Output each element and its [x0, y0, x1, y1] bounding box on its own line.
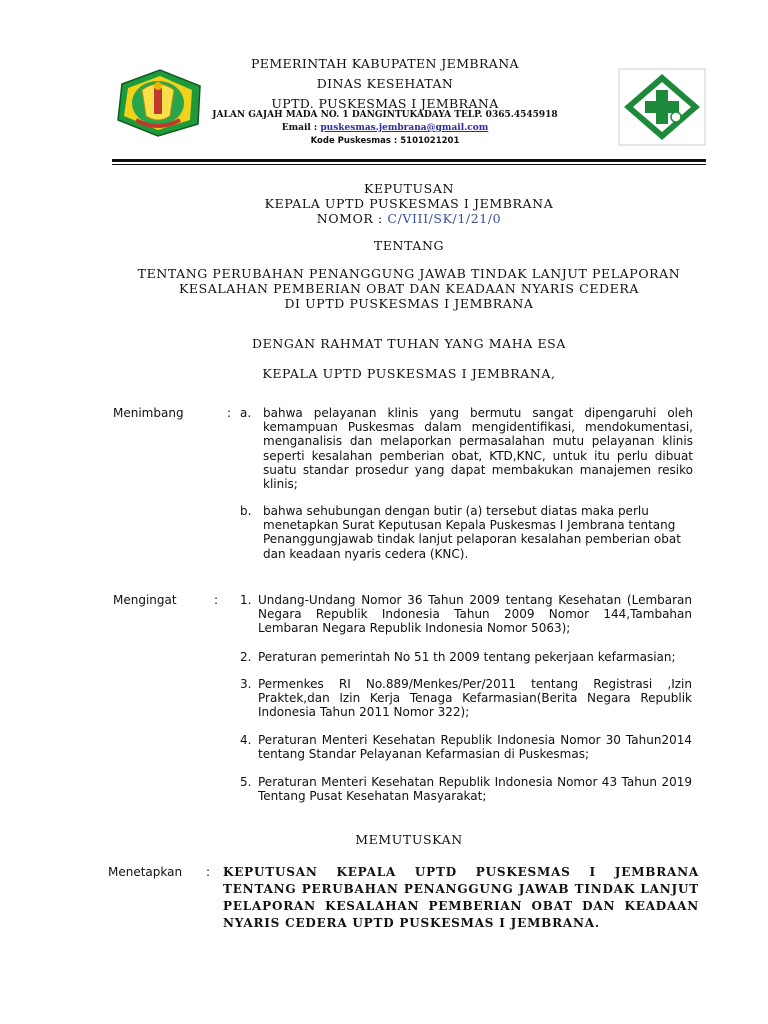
menimbang-item-b: bahwa sehubungan dengan butir (a) tersebut diatas maka perlu menetapkan Surat Keputusan Kepala Puskesmas I Jembrana tentang Penanggungjawab tindak lanjut pelaporan kesalahan pemberian obat dan keadaan nyaris cedera (KNC). [263, 504, 681, 561]
menimbang-marker-b: b. [240, 504, 252, 518]
mengingat-marker-1: 1. [240, 593, 252, 607]
email-link[interactable]: puskesmas.jembrana@gmail.com [320, 123, 489, 133]
mengingat-item-3: Permenkes RI No.889/Menkes/Per/2011 tentang Registrasi ,Izin Praktek,dan Izin Kerja Tenaga Kefarmasian(Berita Negara Republik Indonesia Tahun 2011 Nomor 322); [258, 677, 692, 720]
memutuskan-heading: MEMUTUSKAN [355, 832, 463, 847]
gov-line: PEMERINTAH KABUPATEN JEMBRANA [251, 56, 519, 71]
nomor-value: C/VIII/SK/1/21/0 [387, 211, 502, 226]
kode-puskesmas: Kode Puskesmas : 5101021201 [310, 136, 460, 146]
menimbang-item-a: bahwa pelayanan klinis yang bermutu sangat dipengaruhi oleh kemampuan Puskesmas dalam mengidentifikasi, mendokumentasi, menganalisis dan melaporkan permasalahan mutu pelayanan klinis seperti kesalahan pemberian obat, KTD,KNC, untuk itu perlu dibuat suatu standar prosedur yang dapat membakukan manajemen resiko klinis; [263, 406, 693, 492]
mengingat-marker-5: 5. [240, 775, 252, 789]
email-line [190, 123, 580, 133]
kepala-line: KEPALA UPTD PUSKESMAS I JEMBRANA, [262, 366, 556, 381]
email-label: Email : [281, 123, 321, 133]
mengingat-marker-4: 4. [240, 733, 252, 747]
uptd-line: UPTD. PUSKESMAS I JEMBRANA [271, 96, 499, 111]
keputusan-heading: KEPUTUSAN [364, 181, 454, 196]
nomor-line [112, 211, 706, 226]
mengingat-label: Mengingat [113, 593, 177, 607]
mengingat-colon: : [214, 593, 219, 607]
menetapkan-text: KEPUTUSAN KEPALA UPTD PUSKESMAS I JEMBRANA TENTANG PERUBAHAN PENANGGUNG JAWAB TINDAK LANJUT PELAPORAN KESALAHAN PEMBERIAN OBAT DAN KEADAAN NYARIS CEDERA UPTD PUSKESMAS I JEMBRANA. [223, 865, 699, 930]
header-rule-thin [112, 164, 706, 165]
menimbang-marker-a: a. [240, 406, 252, 420]
kepala-heading: KEPALA UPTD PUSKESMAS I JEMBRANA [264, 196, 554, 211]
subject-line-1: TENTANG PERUBAHAN PENANGGUNG JAWAB TINDAK LANJUT PELAPORAN [137, 266, 681, 281]
mengingat-item-2: Peraturan pemerintah No 51 th 2009 tentang pekerjaan kefarmasian; [258, 650, 676, 664]
menetapkan-label: Menetapkan [108, 865, 183, 879]
subject-line-3: DI UPTD PUSKESMAS I JEMBRANA [284, 296, 534, 311]
dept-line: DINAS KESEHATAN [316, 76, 454, 91]
subject-line-2: KESALAHAN PEMBERIAN OBAT DAN KEADAAN NYARIS CEDERA [178, 281, 640, 296]
menetapkan-colon: : [206, 865, 211, 879]
rahmat-line: DENGAN RAHMAT TUHAN YANG MAHA ESA [252, 336, 566, 351]
mengingat-marker-3: 3. [240, 677, 252, 691]
mengingat-item-1: Undang-Undang Nomor 36 Tahun 2009 tentang Kesehatan (Lembaran Negara Republik Indonesia Tahun 2009 Nomor 144,Tambahan Lembaran Negara Republik Indonesia Nomor 5063); [258, 593, 692, 636]
address-line: JALAN GAJAH MADA NO. 1 DANGINTUKADAYA TELP. 0365.4545918 [212, 110, 558, 120]
mengingat-item-5: Peraturan Menteri Kesehatan Republik Indonesia Nomor 43 Tahun 2019 Tentang Pusat Kesehatan Masyarakat; [258, 775, 692, 804]
header-rule-thick [112, 159, 706, 162]
mengingat-item-4: Peraturan Menteri Kesehatan Republik Indonesia Nomor 30 Tahun2014 tentang Standar Pelayanan Kefarmasian di Puskesmas; [258, 733, 692, 762]
tentang-heading: TENTANG [373, 238, 445, 253]
puskesmas-logo [618, 68, 706, 146]
menimbang-colon: : [227, 406, 232, 420]
mengingat-marker-2: 2. [240, 650, 252, 664]
nomor-label: NOMOR : [316, 211, 388, 226]
menimbang-label: Menimbang [113, 406, 184, 420]
